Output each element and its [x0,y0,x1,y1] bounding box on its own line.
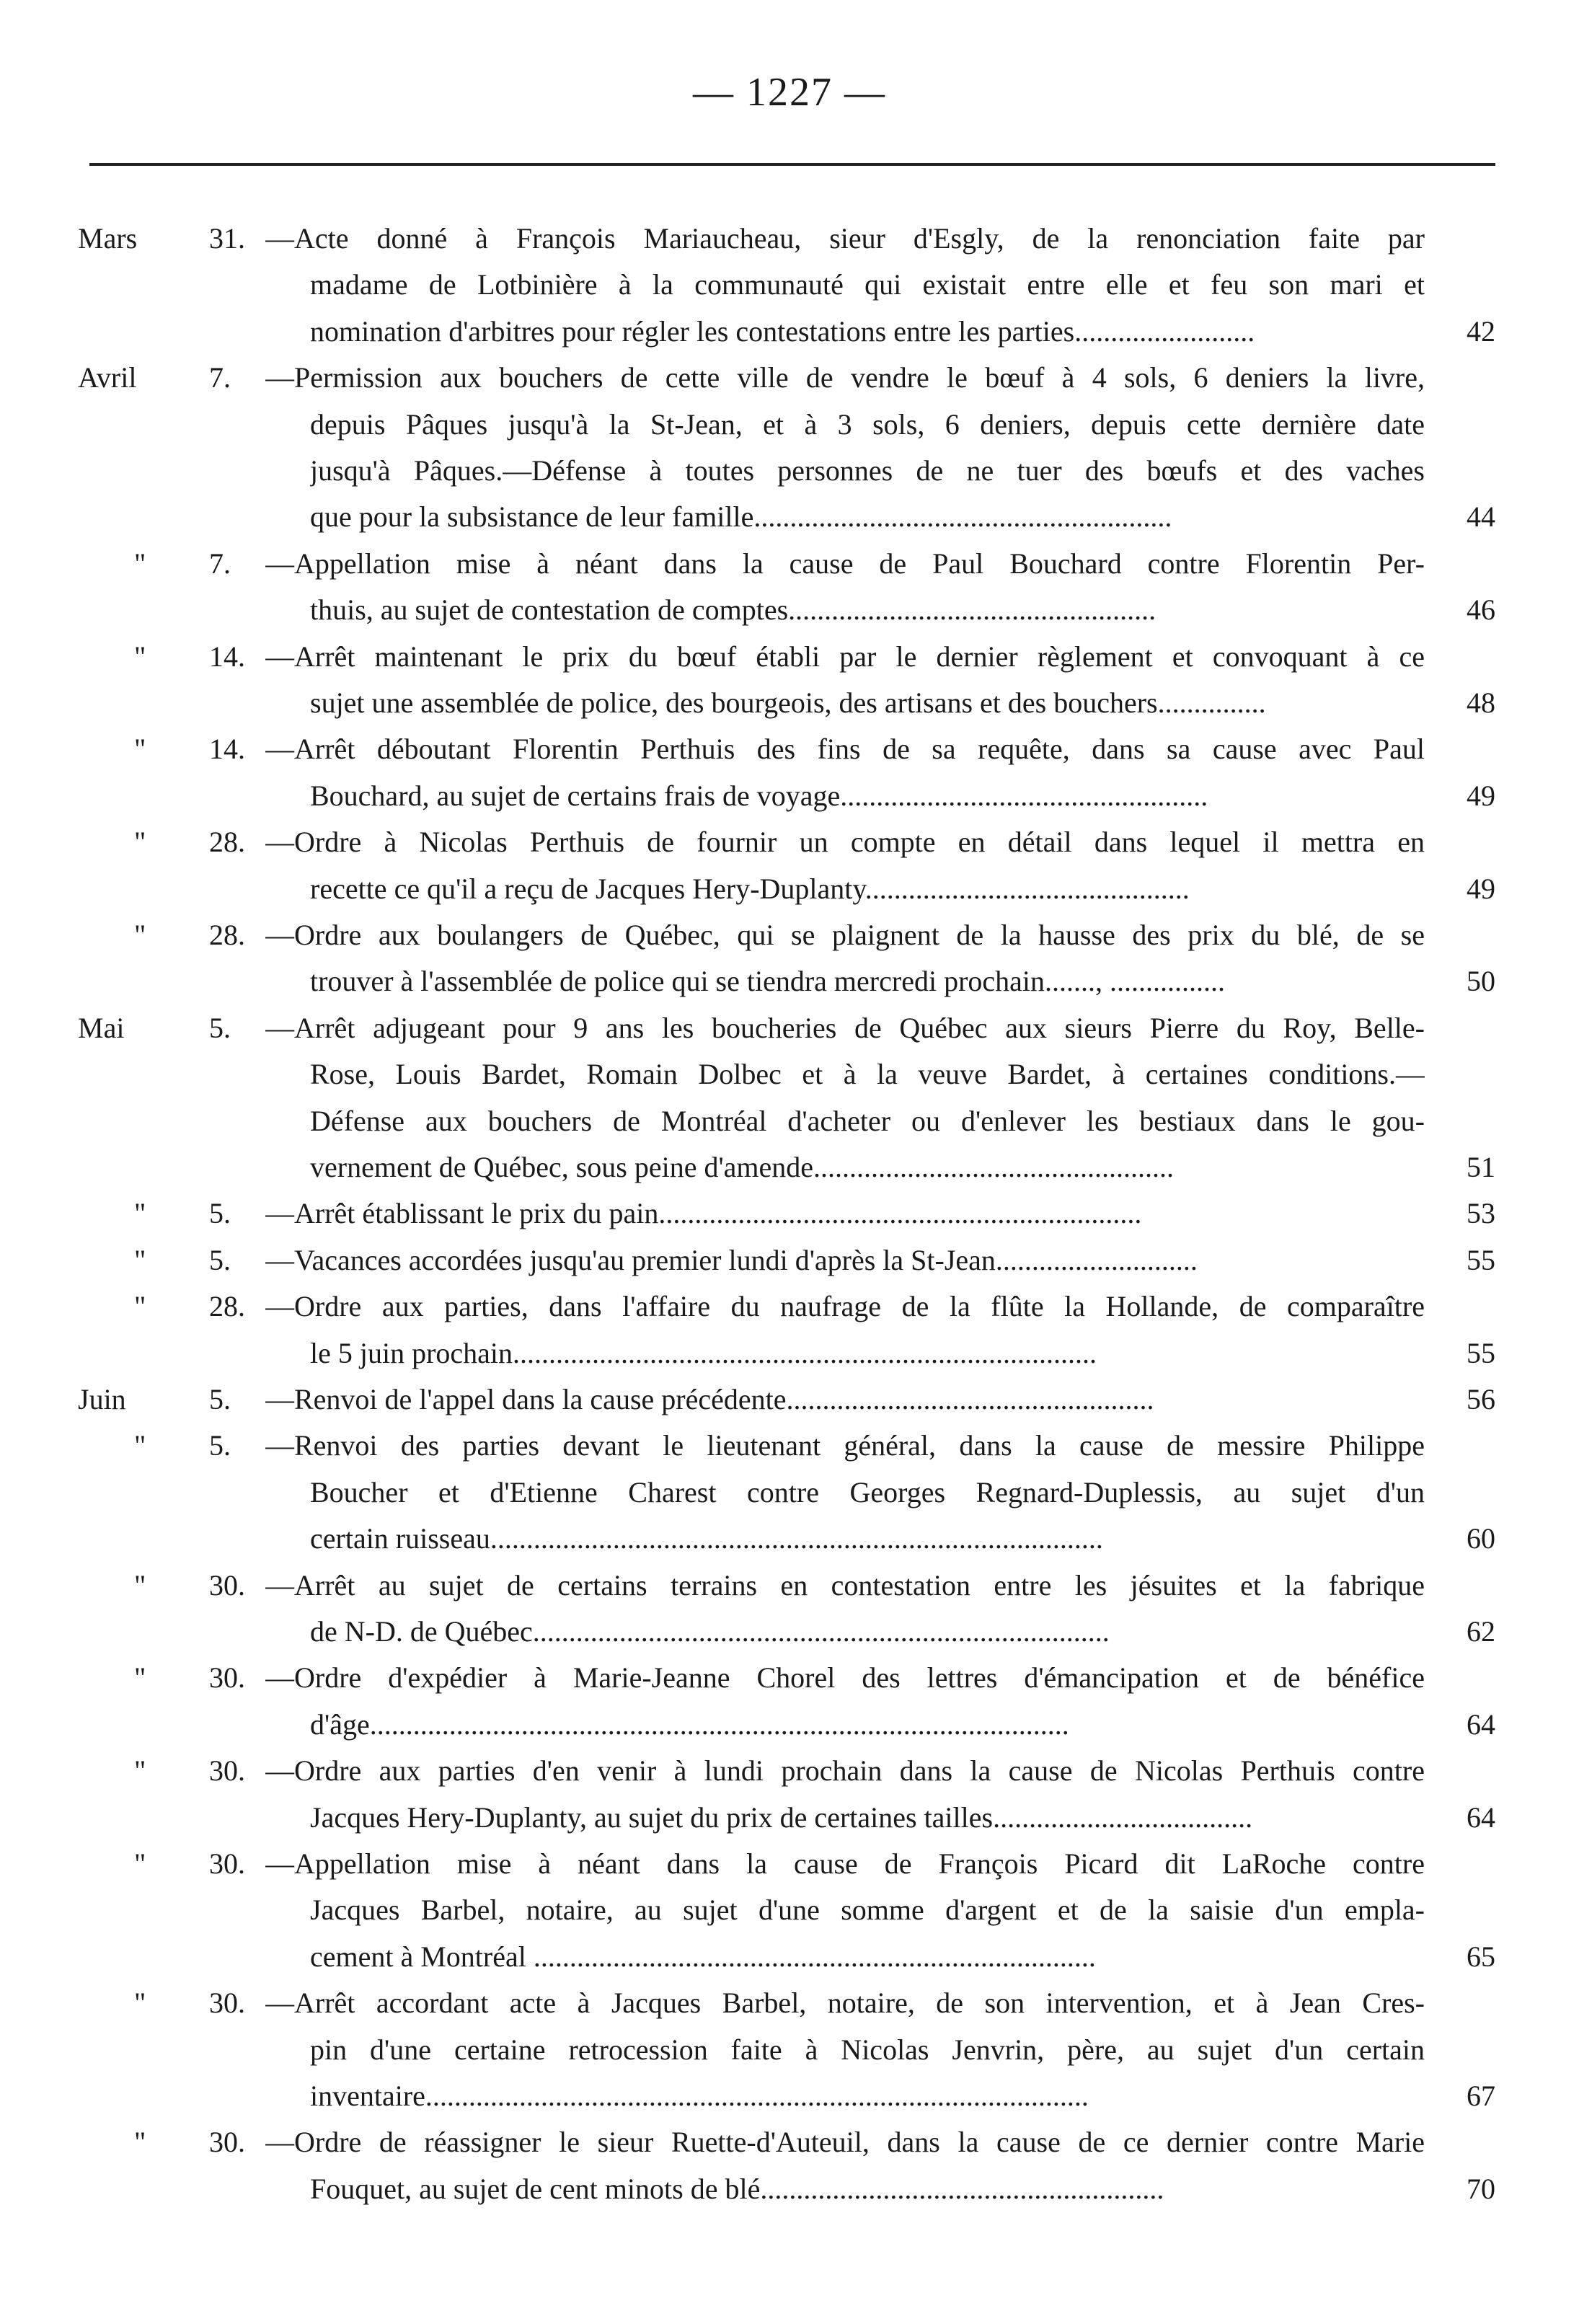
entry-line [0,913,1579,958]
ditto-mark: " [134,2126,146,2159]
entry-text: d'âge................................................................................................. [310,1707,1069,1741]
entry-day: 30. [209,1754,245,1788]
entry-line [0,1238,1579,1283]
entry-text: —Arrêt au sujet de certains terrains en contestation entre les jésuites et la fabrique [265,1568,1425,1601]
page-ref: 62 [1467,1615,1495,1648]
entry-text: inventaire............................................................................................ [310,2080,1089,2112]
entry-text: —Arrêt adjugeant pour 9 ans les boucheries de Québec aux sieurs Pierre du Roy, Belle- [265,1011,1425,1044]
entry-text: thuis, au sujet de contestation de comptes................................................... [310,593,1156,627]
page-number: — 1227 — [693,70,886,115]
entry-line [0,1423,1579,1468]
entry-day: 7. [209,361,231,394]
entry-text: —Vacances accordées jusqu'au premier lundi d'après la St-Jean............................ [265,1243,1198,1276]
entry-line [0,1563,1579,1608]
entry-text: madame de Lotbinière à la communauté qui existait entre elle et feu son mari et [310,268,1425,301]
entry-text: Jacques Hery-Duplanty, au sujet du prix de certaines tailles.................................... [310,1801,1253,1834]
entry-day: 30. [209,1568,245,1601]
entry-day: 31. [209,222,245,255]
entry-day: 14. [209,640,245,673]
entry-line [0,1795,1579,1840]
entry-line [0,2167,1579,2212]
page-ref: 53 [1467,1197,1495,1230]
entry-line [0,820,1579,865]
entry-text: pin d'une certaine retrocession faite à Nicolas Jenvrin, père, au sujet d'un certain [310,2033,1425,2066]
page-ref: 50 [1467,965,1495,998]
entry-day: 30. [209,1987,245,2020]
ditto-mark: " [134,1568,146,1601]
ditto-mark: " [134,1847,146,1880]
entry-text: —Ordre aux parties d'en venir à lundi prochain dans la cause de Nicolas Perthuis contre [265,1754,1425,1788]
entry-text: vernement de Québec, sous peine d'amende.................................................. [310,1151,1175,1183]
entry-day: 28. [209,919,245,951]
entry-line [0,1470,1579,1515]
entry-text: jusqu'à Pâques.—Défense à toutes personnes de ne tuer des bœufs et des vaches [310,454,1425,487]
entry-day: 30. [209,1661,245,1695]
entry-text: —Renvoi de l'appel dans la cause précédente................................................... [265,1383,1154,1415]
entry-line [0,355,1579,400]
entry-day: 5. [209,1429,231,1462]
entry-line [0,1702,1579,1747]
entry-day: 14. [209,733,245,766]
entry-line [0,959,1579,1004]
page-ref: 55 [1467,1336,1495,1369]
entry-day: 28. [209,826,245,859]
entry-day: 5. [209,1197,231,1230]
entry-line [0,216,1579,261]
entry-text: —Appellation mise à néant dans la cause de François Picard dit LaRoche contre [265,1847,1425,1880]
entry-day: 30. [209,1847,245,1880]
entry-text: le 5 juin prochain................................................................................. [310,1336,1097,1369]
entry-line [0,1516,1579,1561]
month-label: Mars [78,222,138,255]
entry-text: —Arrêt déboutant Florentin Perthuis des fins de sa requête, dans sa cause avec Paul [265,733,1425,766]
entry-line [0,1749,1579,1793]
ditto-mark: " [134,826,146,859]
entry-text: —Ordre aux parties, dans l'affaire du naufrage de la flûte la Hollande, de comparaître [265,1290,1425,1323]
entry-text: —Arrêt accordant acte à Jacques Barbel, notaire, de son intervention, et à Jean Cres- [265,1987,1425,2020]
month-label: Juin [78,1383,126,1415]
entry-text: —Ordre aux boulangers de Québec, qui se plaignent de la hausse des prix du blé, de se [265,919,1425,951]
entry-line [0,774,1579,818]
entry-text: —Ordre d'expédier à Marie-Jeanne Chorel des lettres d'émancipation et de bénéfice [265,1661,1425,1695]
entry-line [0,681,1579,725]
ditto-mark: " [134,1429,146,1462]
page-ref: 46 [1467,593,1495,627]
entry-day: 5. [209,1011,231,1044]
entry-line [0,495,1579,539]
entry-line [0,1842,1579,1886]
entry-line [0,1331,1579,1376]
entry-line [0,727,1579,772]
entry-text: —Renvoi des parties devant le lieutenant général, dans la cause de messire Philippe [265,1429,1425,1462]
entry-line [0,2028,1579,2072]
entry-line [0,635,1579,679]
entry-text: depuis Pâques jusqu'à la St-Jean, et à 3 sols, 6 deniers, depuis cette dernière date [310,407,1425,441]
ditto-mark: " [134,640,146,673]
entry-line [0,1981,1579,2025]
page-ref: 51 [1467,1151,1495,1183]
entry-day: 30. [209,2126,245,2159]
entry-text: —Acte donné à François Mariaucheau, sieur d'Esgly, de la renonciation faite par [265,222,1425,255]
entry-line [0,262,1579,307]
entry-text: cement à Montréal .............................................................................. [310,1940,1096,1973]
entry-text: nomination d'arbitres pour régler les contestations entre les parties......................... [310,314,1255,348]
page-ref: 60 [1467,1522,1495,1555]
entry-line [0,1191,1579,1236]
entry-line [0,588,1579,632]
entry-line [0,2074,1579,2118]
ditto-mark: " [134,733,146,766]
entry-text: —Permission aux bouchers de cette ville de vendre le bœuf à 4 sols, 6 deniers la livre, [265,361,1425,394]
entry-line [0,1052,1579,1097]
entry-text: sujet une assemblée de police, des bourgeois, des artisans et des bouchers............... [310,686,1266,719]
entry-text: Rose, Louis Bardet, Romain Dolbec et à la veuve Bardet, à certaines conditions.— [310,1058,1425,1091]
entry-line [0,1006,1579,1051]
entry-text: Bouchard, au sujet de certains frais de voyage................................................... [310,779,1208,812]
page-ref: 67 [1467,2080,1495,2112]
entry-text: certain ruisseau..................................................................................... [310,1522,1103,1555]
entry-line [0,1609,1579,1654]
entry-text: —Arrêt maintenant le prix du bœuf établi par le dernier règlement et convoquant à ce [265,640,1425,673]
page-ref: 49 [1467,779,1495,812]
entry-line [0,449,1579,493]
entry-line [0,542,1579,586]
entry-text: Défense aux bouchers de Montréal d'acheter ou d'enlever les bestiaux dans le gou- [310,1104,1425,1137]
entry-text: trouver à l'assemblée de police qui se tiendra mercredi prochain......., ................ [310,965,1226,998]
ditto-mark: " [134,1290,146,1323]
page-ref: 44 [1467,500,1495,534]
page-ref: 48 [1467,686,1495,719]
entry-text: —Ordre à Nicolas Perthuis de fournir un compte en détail dans lequel il mettra en [265,826,1425,859]
entry-text: recette ce qu'il a reçu de Jacques Hery-Duplanty............................................. [310,872,1190,905]
ditto-mark: " [134,919,146,951]
entry-line [0,1145,1579,1190]
ditto-mark: " [134,1987,146,2020]
entry-text: —Arrêt établissant le prix du pain................................................................... [265,1197,1142,1230]
entry-day: 5. [209,1383,231,1415]
entry-text: Fouquet, au sujet de cent minots de blé........................................................ [310,2172,1164,2205]
month-label: Avril [78,361,137,394]
ditto-mark: " [134,1243,146,1276]
entry-text: que pour la subsistance de leur famille.......................................................... [310,500,1172,534]
ditto-mark: " [134,1754,146,1788]
entry-day: 7. [209,547,231,580]
entry-text: de N-D. de Québec................................................................................ [310,1615,1110,1648]
page-ref: 42 [1467,314,1495,348]
page-ref: 56 [1467,1383,1495,1415]
entry-line [0,2120,1579,2165]
entry-line [0,1284,1579,1329]
page-ref: 64 [1467,1801,1495,1834]
entry-line [0,1656,1579,1700]
entry-day: 5. [209,1243,231,1276]
entry-text: Boucher et d'Etienne Charest contre Georges Regnard-Duplessis, au sujet d'un [310,1475,1425,1508]
month-label: Mai [78,1011,125,1044]
entry-line [0,867,1579,911]
ditto-mark: " [134,1661,146,1695]
page-ref: 49 [1467,872,1495,905]
entry-line [0,1888,1579,1932]
ditto-mark: " [134,547,146,580]
ditto-mark: " [134,1197,146,1230]
entry-day: 28. [209,1290,245,1323]
page-ref: 65 [1467,1940,1495,1973]
entry-text: Jacques Barbel, notaire, au sujet d'une somme d'argent et de la saisie d'un empla- [310,1894,1425,1927]
entry-text: —Appellation mise à néant dans la cause de Paul Bouchard contre Florentin Per- [265,547,1425,580]
entry-text: —Ordre de réassigner le sieur Ruette-d'Auteuil, dans la cause de ce dernier contre Marie [265,2126,1425,2159]
entry-line [0,402,1579,447]
entry-line [0,1377,1579,1422]
entry-line [0,1935,1579,1979]
entry-line [0,1099,1579,1144]
page-ref: 70 [1467,2172,1495,2205]
page-ref: 55 [1467,1243,1495,1276]
page-ref: 64 [1467,1707,1495,1741]
entry-line [0,309,1579,354]
